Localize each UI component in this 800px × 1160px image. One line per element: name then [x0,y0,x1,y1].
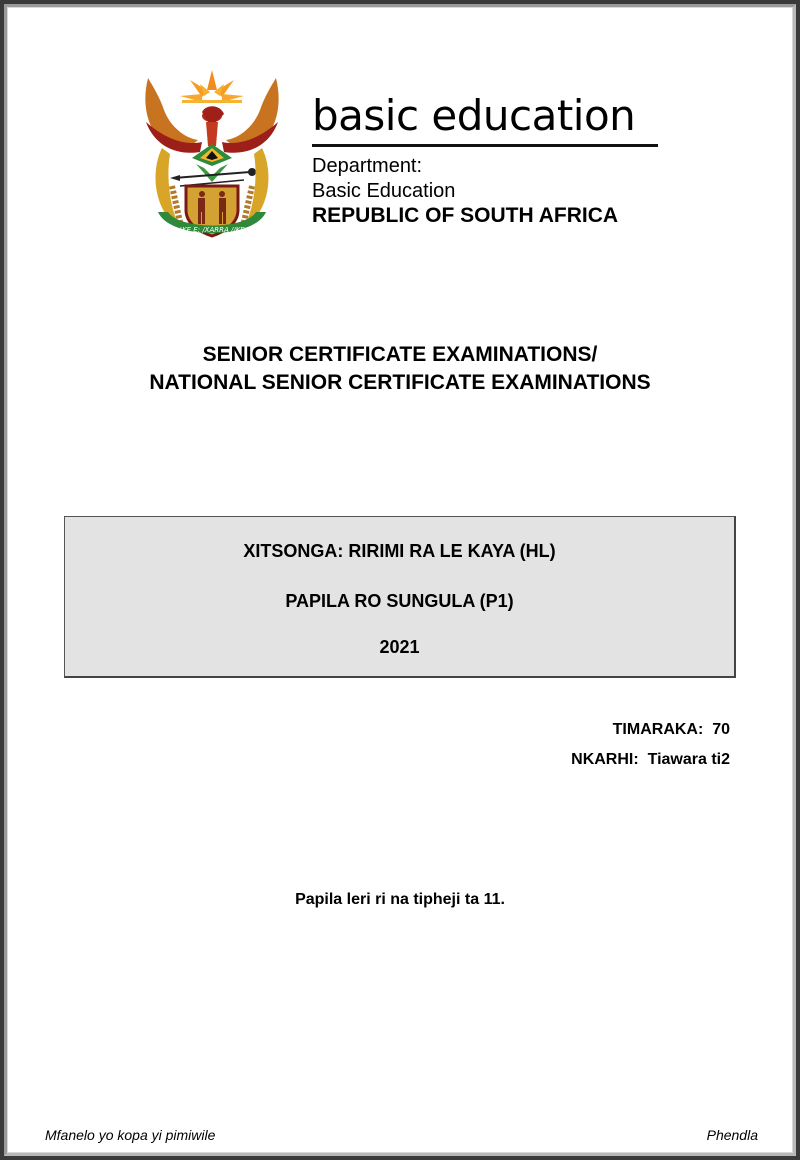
exam-title-line-2: NATIONAL SENIOR CERTIFICATE EXAMINATIONS [149,371,651,394]
time-label: NKARHI: Tiawara ti2 [571,751,730,768]
copyright-note: Mfanelo yo kopa yi pimiwile [45,1127,216,1143]
department-name: Basic Education [312,180,456,202]
subject-name: XITSONGA: RIRIMI RA LE KAYA (HL) [243,541,556,561]
exam-title [0,341,800,397]
exam-title-line-1: SENIOR CERTIFICATE EXAMINATIONS/ [202,343,598,366]
country-name: REPUBLIC OF SOUTH AFRICA [312,204,619,227]
brand-block [312,92,662,228]
subject-box [64,516,736,678]
brand-divider [312,144,658,147]
turn-over-note: Phendla [706,1127,758,1143]
exam-year: 2021 [379,637,420,657]
exam-meta [571,720,730,780]
department-label: Department: [312,155,423,177]
paper-name: PAPILA RO SUNGULA (P1) [285,591,514,611]
marks-label: TIMARAKA: 70 [612,721,730,738]
brand-title: basic education [312,91,636,140]
coat-of-arms-icon [140,62,284,240]
page-count-note: Papila leri ri na tipheji ta 11. [295,891,505,908]
motto-text: !KE E: /XARRA //KE [179,226,245,234]
